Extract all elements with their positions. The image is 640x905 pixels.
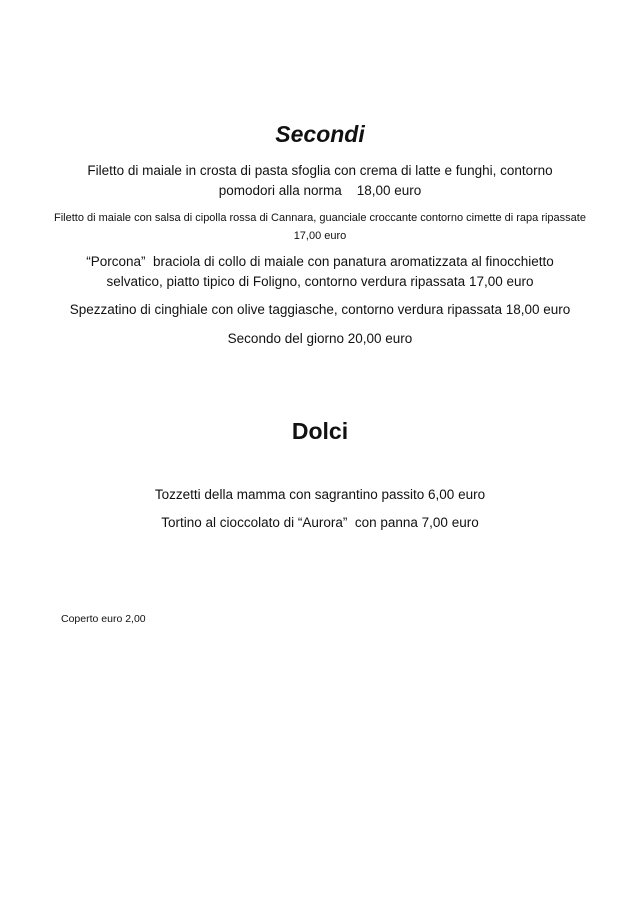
menu-item: Spezzatino di cinghiale con olive taggiasche, contorno verdura ripassata 18,00 euro xyxy=(69,302,571,317)
menu-item: Tozzetti della mamma con sagrantino passito 6,00 euro xyxy=(154,487,486,502)
menu-item: Filetto di maiale in crosta di pasta sfoglia con crema di latte e funghi, contorno pomodori alla norma 18,00 euro xyxy=(87,163,557,198)
section-title-secondi: Secondi xyxy=(275,121,365,147)
section-title-dolci: Dolci xyxy=(291,418,349,444)
menu-item: Filetto di maiale con salsa di cipolla rossa di Cannara, guanciale croccante contorno cimette di rapa ripassate 17,00 euro xyxy=(54,212,599,242)
coperto-note: Coperto euro 2,00 xyxy=(61,613,146,625)
menu-item: Tortino al cioccolato di “Aurora” con panna 7,00 euro xyxy=(161,515,479,530)
menu-item: “Porcona” braciola di collo di maiale con panatura aromatizzata al finocchietto selvatico, piatto tipico di Foligno, contorno verdura ripassata 17,00 euro xyxy=(86,254,558,289)
menu-item: Secondo del giorno 20,00 euro xyxy=(227,331,413,346)
